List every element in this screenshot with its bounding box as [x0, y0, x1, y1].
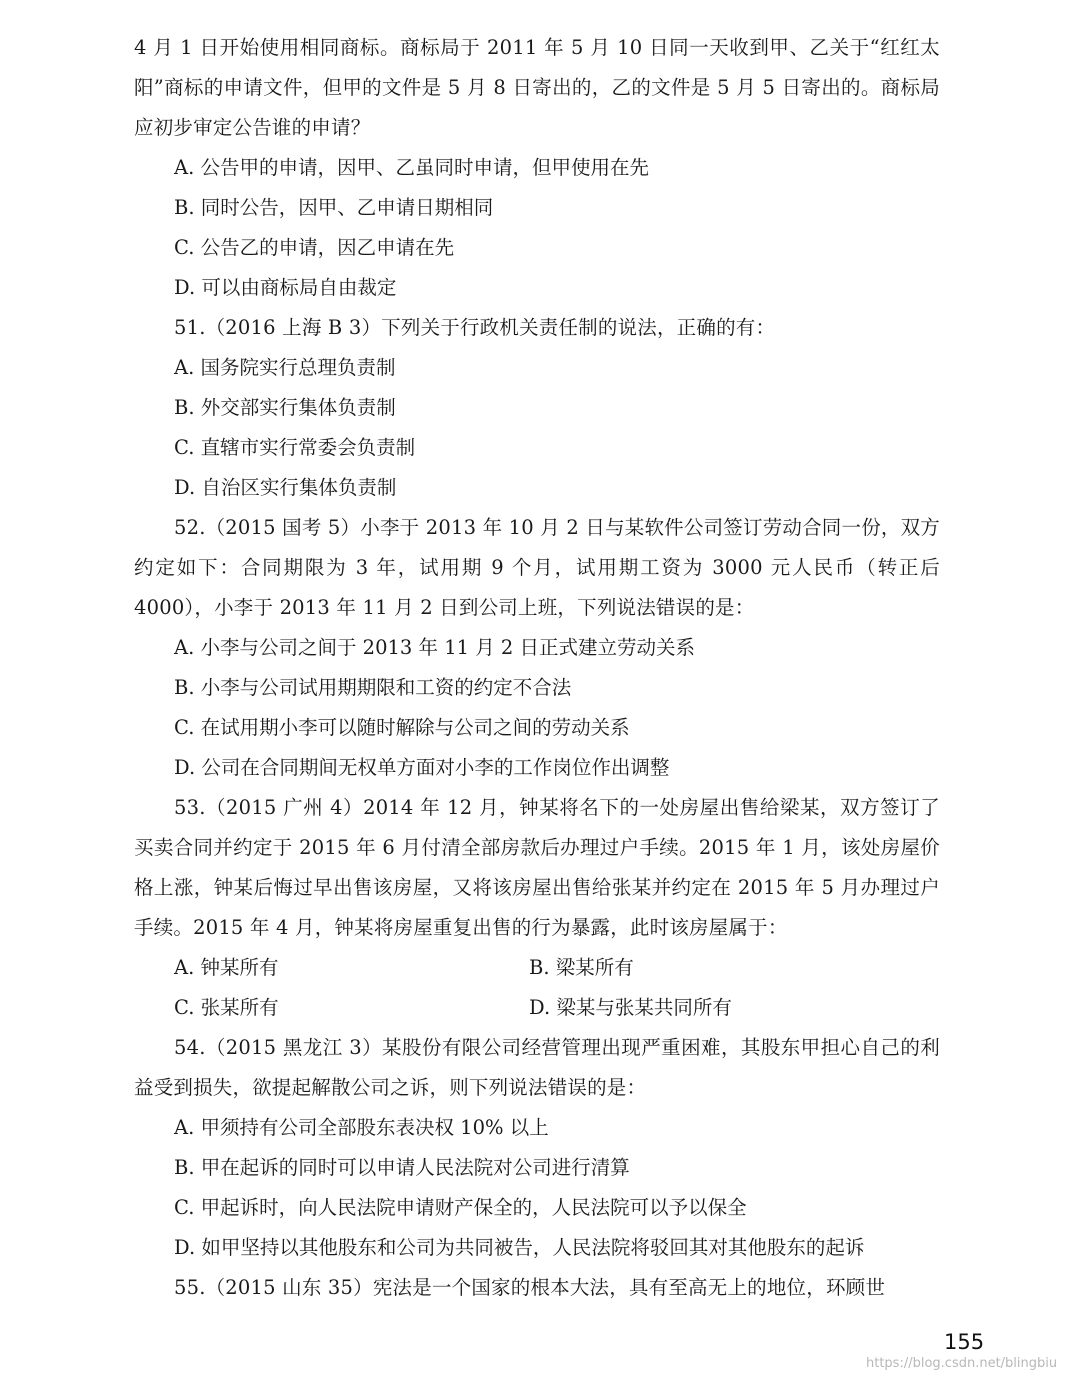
option-50-c: C. 公告乙的申请，因乙申请在先 [174, 236, 455, 259]
option-53-d: D. 梁某与张某共同所有 [529, 996, 732, 1019]
option-54-c: C. 甲起诉时，向人民法院申请财产保全的，人民法院可以予以保全 [174, 1196, 747, 1219]
question-52-stem: 52.（2015 国考 5）小李于 2013 年 10 月 2 日与某软件公司签订劳动合同一份，双方约定如下：合同期限为 3 年，试用期 9 个月，试用期工资为 3000 元人民币（转正后 4000），小李于 2013 年 11 月 2 日到公司上班，下列说法错误的是： [134, 516, 940, 619]
option-53-c: C. 张某所有 [174, 996, 279, 1019]
question-51-stem: 51.（2016 上海 B 3）下列关于行政机关责任制的说法，正确的有： [174, 316, 776, 339]
watermark-url: https://blog.csdn.net/blingbiu [866, 1356, 1058, 1371]
option-50-b: B. 同时公告，因甲、乙申请日期相同 [174, 196, 494, 219]
options-53-row-1 [134, 948, 940, 988]
option-52-c: C. 在试用期小李可以随时解除与公司之间的劳动关系 [174, 716, 630, 739]
page-content [134, 28, 940, 1308]
option-51-d: D. 自治区实行集体负责制 [174, 476, 397, 499]
question-55-stem: 55.（2015 山东 35）宪法是一个国家的根本大法，具有至高无上的地位，环顾世 [174, 1276, 886, 1299]
option-51-a: A. 国务院实行总理负责制 [174, 356, 396, 379]
option-50-a: A. 公告甲的申请，因甲、乙虽同时申请，但甲使用在先 [174, 156, 649, 179]
options-53-row-2 [134, 988, 940, 1028]
option-54-b: B. 甲在起诉的同时可以申请人民法院对公司进行清算 [174, 1156, 630, 1179]
option-54-a: A. 甲须持有公司全部股东表决权 10% 以上 [174, 1116, 549, 1139]
question-53-stem: 53.（2015 广州 4）2014 年 12 月，钟某将名下的一处房屋出售给梁某，双方签订了买卖合同并约定于 2015 年 6 月付清全部房款后办理过户手续。2015 年 1 月，该处房屋价格上涨，钟某后悔过早出售该房屋，又将该房屋出售给张某并约定在 2015 年 5 月办理过户手续。2015 年 4 月，钟某将房屋重复出售的行为暴露，此时该房屋属于： [134, 796, 940, 939]
option-52-d: D. 公司在合同期间无权单方面对小李的工作岗位作出调整 [174, 756, 670, 779]
option-51-c: C. 直辖市实行常委会负责制 [174, 436, 416, 459]
option-53-b: B. 梁某所有 [529, 956, 634, 979]
question-50-continuation: 4 月 1 日开始使用相同商标。商标局于 2011 年 5 月 10 日同一天收到甲、乙关于“红红太阳”商标的申请文件，但甲的文件是 5 月 8 日寄出的，乙的文件是 5 月 5 日寄出的。商标局应初步审定公告谁的申请？ [134, 36, 940, 139]
option-51-b: B. 外交部实行集体负责制 [174, 396, 396, 419]
option-52-a: A. 小李与公司之间于 2013 年 11 月 2 日正式建立劳动关系 [174, 636, 696, 659]
option-53-a: A. 钟某所有 [174, 956, 279, 979]
option-50-d: D. 可以由商标局自由裁定 [174, 276, 397, 299]
option-54-d: D. 如甲坚持以其他股东和公司为共同被告，人民法院将驳回其对其他股东的起诉 [174, 1236, 865, 1259]
page-number: 155 [944, 1330, 985, 1354]
question-54-stem: 54.（2015 黑龙江 3）某股份有限公司经营管理出现严重困难，其股东甲担心自己的利益受到损失，欲提起解散公司之诉，则下列说法错误的是： [134, 1036, 940, 1099]
option-52-b: B. 小李与公司试用期期限和工资的约定不合法 [174, 676, 572, 699]
